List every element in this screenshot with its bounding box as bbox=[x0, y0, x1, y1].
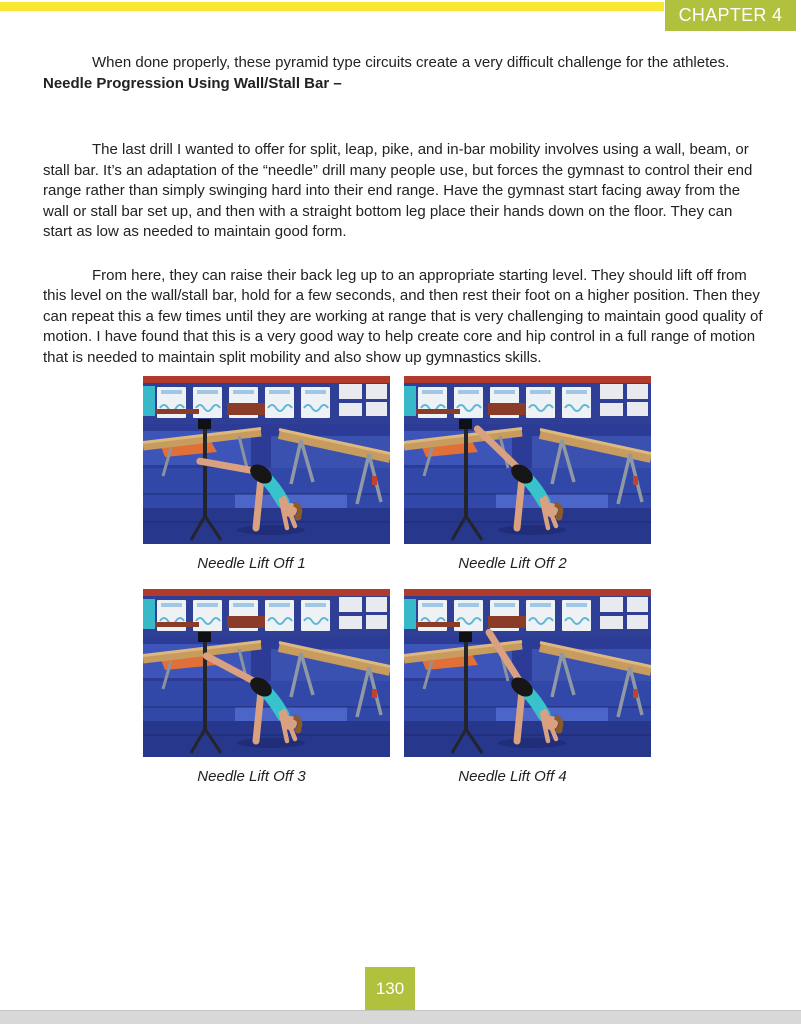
figure-needle-lift-off-2 bbox=[404, 376, 651, 572]
chapter-label: CHAPTER 4 bbox=[678, 5, 783, 25]
page-bottom-edge bbox=[0, 1010, 801, 1024]
photo-caption: Needle Lift Off 3 bbox=[197, 768, 306, 785]
needle-lift-off-photo-3 bbox=[143, 589, 390, 757]
photo-caption: Needle Lift Off 1 bbox=[197, 555, 306, 572]
paragraph-drill-progression: From here, they can raise their back leg up to an appropriate starting level. They should lift off from this level on the wall/stall bar, hold for a few seconds, and then rest their foot on a higher position. Then they can repeat this a few times until they are working at range that is very challenging to maintain good quality of motion. I have found that this is a very good way to help create core and hip control in a full range of motion that is needed to maintain split mobility and also show up gymnastics skills. bbox=[43, 266, 763, 366]
page-number: 130 bbox=[375, 978, 405, 998]
photo-caption: Needle Lift Off 2 bbox=[458, 555, 567, 572]
photo-caption: Needle Lift Off 4 bbox=[458, 768, 567, 785]
photo-grid bbox=[143, 376, 651, 785]
paragraph-intro: When done properly, these pyramid type circuits create a very difficult challenge for the athletes. bbox=[92, 54, 730, 71]
needle-lift-off-photo-4 bbox=[404, 589, 651, 757]
figure-needle-lift-off-1 bbox=[143, 376, 390, 572]
section-heading: Needle Progression Using Wall/Stall Bar – bbox=[43, 74, 342, 92]
paragraph-drill-setup: The last drill I wanted to offer for split, leap, pike, and in-bar mobility involves using a wall, beam, or stall bar. It’s an adaptation of the “needle” drill many people use, but forces the gymnast to control their end range rather than simply swinging hard into their end range. Have the gymnast start facing away from the wall or stall bar set up, and then with a straight bottom leg place their hands down on the floor. They can start as low as needed to maintain good form. bbox=[43, 141, 753, 240]
page-number-badge bbox=[365, 967, 415, 1010]
needle-lift-off-photo-2 bbox=[404, 376, 651, 544]
figure-needle-lift-off-3 bbox=[143, 589, 390, 785]
figure-needle-lift-off-4 bbox=[404, 589, 651, 785]
page-content bbox=[43, 0, 763, 785]
needle-lift-off-photo-1 bbox=[143, 376, 390, 544]
